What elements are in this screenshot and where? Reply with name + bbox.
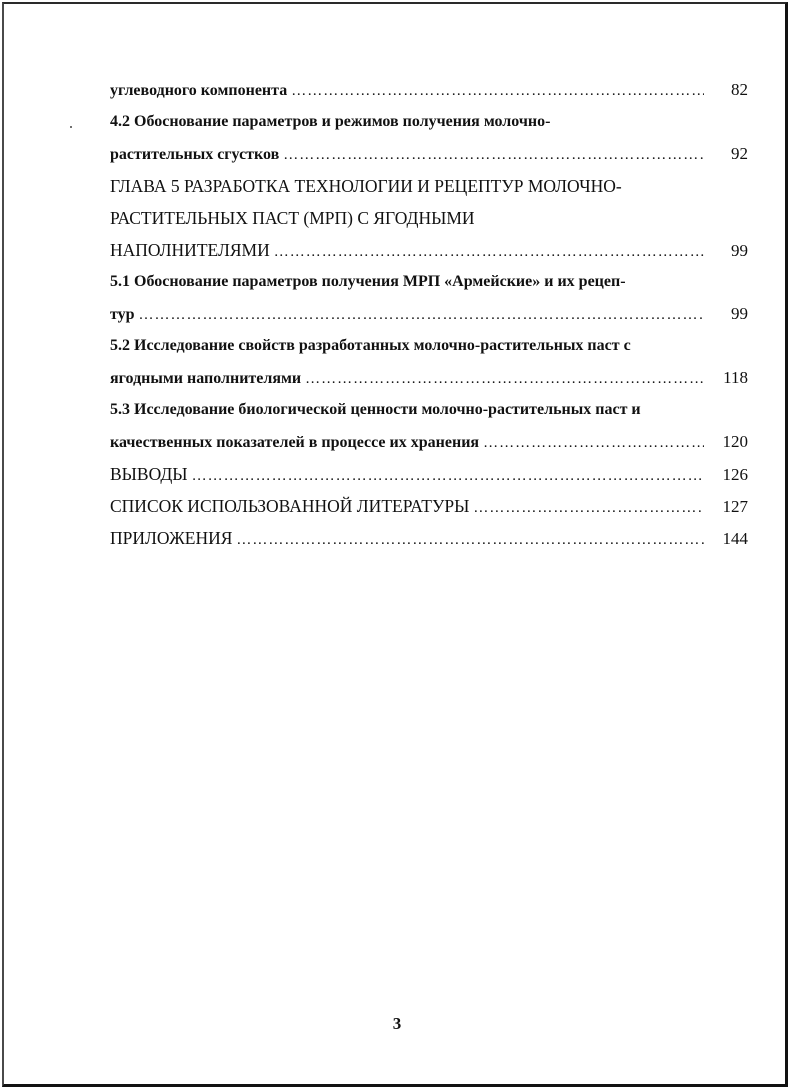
toc-leader-dots bbox=[473, 492, 704, 524]
toc-leader-dots bbox=[139, 299, 704, 331]
page-number: 3 bbox=[392, 1014, 402, 1033]
toc-entry[interactable] bbox=[110, 298, 748, 330]
toc-entry[interactable] bbox=[110, 522, 748, 554]
toc-leader-dots bbox=[305, 363, 704, 395]
toc-page-number: 126 bbox=[722, 465, 748, 484]
toc-entry-line bbox=[110, 106, 748, 138]
toc-page-number: 118 bbox=[723, 368, 748, 387]
toc-page-number: 127 bbox=[722, 497, 748, 516]
toc-entry[interactable] bbox=[110, 458, 748, 490]
toc-entry-line bbox=[110, 202, 748, 234]
toc-entry-title: 4.2 Обоснование параметров и режимов получения молочно- bbox=[110, 113, 551, 130]
toc-entry[interactable] bbox=[110, 74, 748, 106]
toc-chapter-title: ГЛАВА 5 РАЗРАБОТКА ТЕХНОЛОГИИ И РЕЦЕПТУР МОЛОЧНО- bbox=[110, 176, 622, 196]
toc-entry-title: 5.3 Исследование биологической ценности молочно-растительных паст и bbox=[110, 401, 641, 418]
toc-leader-dots bbox=[283, 139, 704, 171]
toc-entry-line bbox=[110, 170, 748, 202]
toc-section-title: СПИСОК ИСПОЛЬЗОВАННОЙ ЛИТЕРАТУРЫ bbox=[110, 496, 470, 516]
scan-speck bbox=[70, 126, 72, 128]
toc-page-number: 92 bbox=[731, 144, 748, 163]
toc-entry-title-continued: растительных сгустков bbox=[110, 146, 280, 163]
toc-entry[interactable] bbox=[110, 490, 748, 522]
toc-page-number: 99 bbox=[731, 304, 748, 323]
toc-entry-line bbox=[110, 266, 748, 298]
toc-entry-title-continued: ягодными наполнителями bbox=[110, 370, 302, 387]
toc-chapter-title-continued: РАСТИТЕЛЬНЫХ ПАСТ (МРП) С ЯГОДНЫМИ bbox=[110, 208, 475, 228]
toc-leader-dots bbox=[236, 524, 704, 556]
toc-entry[interactable] bbox=[110, 138, 748, 170]
toc-entry-line bbox=[110, 394, 748, 426]
toc-page-number: 120 bbox=[722, 432, 748, 451]
toc-section-title: ВЫВОДЫ bbox=[110, 464, 188, 484]
table-of-contents bbox=[110, 74, 748, 554]
toc-entry-title: углеводного компонента bbox=[110, 82, 288, 99]
toc-entry[interactable] bbox=[110, 426, 748, 458]
toc-leader-dots bbox=[274, 236, 704, 268]
toc-page-number: 99 bbox=[731, 241, 748, 260]
toc-page-number: 82 bbox=[731, 80, 748, 99]
toc-leader-dots bbox=[192, 460, 704, 492]
toc-entry-title-continued: качественных показателей в процессе их хранения bbox=[110, 434, 480, 451]
toc-leader-dots bbox=[291, 75, 704, 107]
toc-entry-title: 5.1 Обоснование параметров получения МРП «Армейские» и их рецеп- bbox=[110, 273, 626, 290]
toc-page-number: 144 bbox=[722, 529, 748, 548]
toc-entry-line bbox=[110, 330, 748, 362]
toc-leader-dots bbox=[483, 427, 704, 459]
toc-chapter-title-continued: НАПОЛНИТЕЛЯМИ bbox=[110, 240, 270, 260]
toc-section-title: ПРИЛОЖЕНИЯ bbox=[110, 528, 233, 548]
toc-entry-title: 5.2 Исследование свойств разработанных молочно-растительных паст с bbox=[110, 337, 631, 354]
toc-entry-title-continued: тур bbox=[110, 306, 135, 323]
document-page bbox=[2, 2, 788, 1087]
toc-entry[interactable] bbox=[110, 362, 748, 394]
toc-entry[interactable] bbox=[110, 234, 748, 266]
